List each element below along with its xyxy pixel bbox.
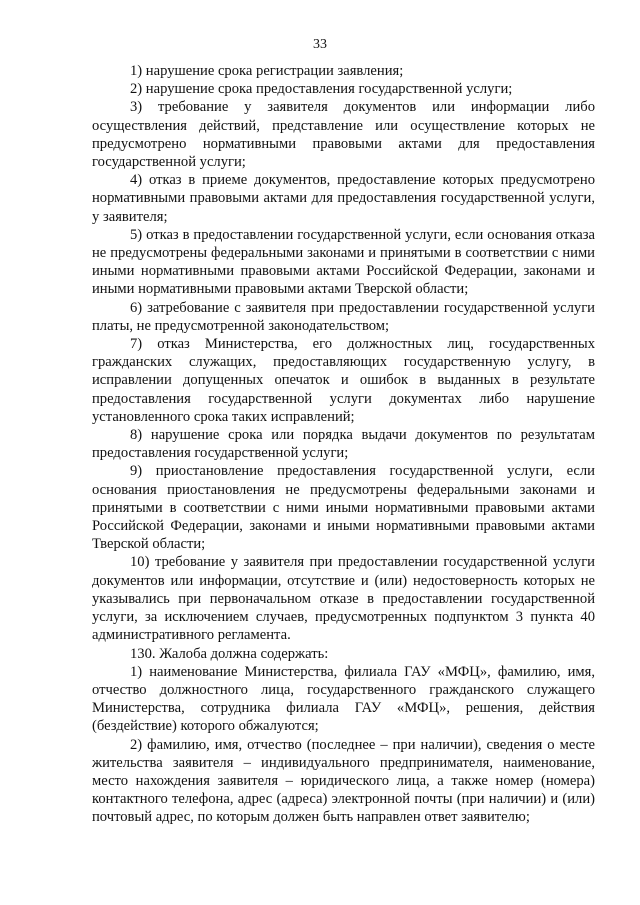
paragraph-item-6: 6) затребование с заявителя при предоставлении государственной услуги платы, не предусмотренной законодательством;: [92, 299, 595, 334]
paragraph-item-9: 9) приостановление предоставления государственной услуги, если основания приостановления не предусмотрены федеральными законами и принятыми в соответствии с ними иными нормативными правовыми актами Российской Федерации, законами и иными нормативными правовыми актами Тверской области;: [92, 463, 595, 553]
paragraph-item-4: 4) отказ в приеме документов, предоставление которых предусмотрено нормативными правовыми актами для предоставления государственной услуги, у заявителя;: [92, 172, 595, 225]
paragraph-item-1: 1) нарушение срока регистрации заявления;: [130, 63, 404, 79]
paragraph-item-10: 10) требование у заявителя при предоставлении государственной услуги документов или информации, отсутствие и (или) недостоверность которых не указывались при первоначальном отказе в предоставлении государственной услуги, за исключением случаев, предусмотренных подпунктом 3 пункта 40 административного регламента.: [92, 554, 595, 644]
page-number: 33: [313, 37, 327, 52]
complaint-item-2: 2) фамилию, имя, отчество (последнее – при наличии), сведения о месте жительства заявителя – индивидуального предпринимателя, наименование, место нахождения заявителя – юридического лица, а также номер (номера) контактного телефона, адрес (адреса) электронной почты (при наличии) и (или) почтовый адрес, по которым должен быть направлен ответ заявителю;: [92, 736, 595, 826]
complaint-item-1: 1) наименование Министерства, филиала ГАУ «МФЦ», фамилию, имя, отчество должностного лица, государственного гражданского служащего Министерства, сотрудника филиала ГАУ «МФЦ», решения, действия (бездействие) которого обжалуются;: [92, 663, 595, 735]
paragraph-item-5: 5) отказ в предоставлении государственной услуги, если основания отказа не предусмотрены федеральными законами и принятыми в соответствии с ними иными нормативными правовыми актами Российской Федерации, законами и иными нормативными правовыми актами Тверской области;: [92, 226, 595, 298]
paragraph-item-2: 2) нарушение срока предоставления государственной услуги;: [130, 81, 513, 98]
paragraph-item-8: 8) нарушение срока или порядка выдачи документов по результатам предоставления государственной услуги;: [92, 427, 595, 462]
paragraph-item-3: 3) требование у заявителя документов или информации либо осуществления действий, представление или осуществление которых не предусмотрено нормативными правовыми актами для предоставления государственной услуги;: [92, 99, 595, 171]
document-body: [92, 62, 595, 827]
section-130-heading: 130. Жалоба должна содержать:: [130, 645, 329, 662]
paragraph-item-7: 7) отказ Министерства, его должностных лиц, государственных гражданских служащих, предоставляющих государственную услугу, в исправлении допущенных опечаток и ошибок в выданных в результате предоставления государственной услуги документах либо нарушение установленного срока таких исправлений;: [92, 336, 595, 425]
